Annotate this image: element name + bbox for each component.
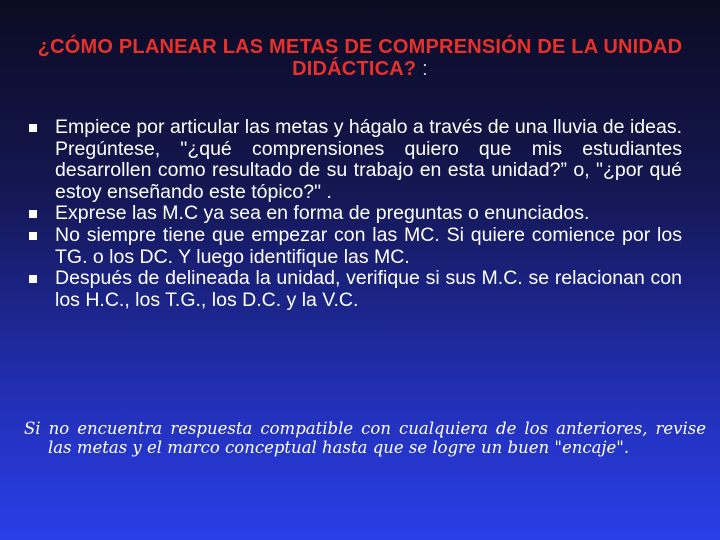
bullet-text: Empiece por articular las metas y hágalo a través de una lluvia de ideas. Pregúntese, "¿qué comprensiones quiero que mis estudiantes desarrollen como resultado de su trabajo en esta unidad?” o, "¿por qué estoy enseñando este tópico?" .	[55, 116, 682, 203]
square-bullet-icon	[29, 232, 37, 240]
slide-title-text: ¿CÓMO PLANEAR LAS METAS DE COMPRENSIÓN DE LA UNIDAD DIDÁCTICA?	[37, 36, 683, 80]
square-bullet-icon	[29, 210, 37, 218]
bullet-item	[26, 117, 682, 203]
bullet-item	[26, 203, 682, 225]
slide-title-colon: :	[416, 58, 428, 80]
bullet-text: No siempre tiene que empezar con las MC. Si quiere comience por los TG. o los DC. Y luego identifique las MC.	[55, 223, 682, 268]
bullet-text: Exprese las M.C ya sea en forma de preguntas o enunciados.	[55, 202, 590, 225]
closing-note: Si no encuentra respuesta compatible con cualquiera de los anteriores, revise las metas y el marco conceptual hasta que se logre un buen "encaje".	[24, 419, 706, 457]
bullet-text: Después de delineada la unidad, verifique si sus M.C. se relacionan con los H.C., los T.G., los D.C. y la V.C.	[55, 267, 682, 311]
bullet-list	[26, 117, 682, 311]
slide-title	[20, 36, 700, 80]
bullet-item	[26, 268, 682, 311]
square-bullet-icon	[29, 275, 37, 283]
square-bullet-icon	[29, 124, 37, 132]
bullet-item	[26, 225, 682, 268]
